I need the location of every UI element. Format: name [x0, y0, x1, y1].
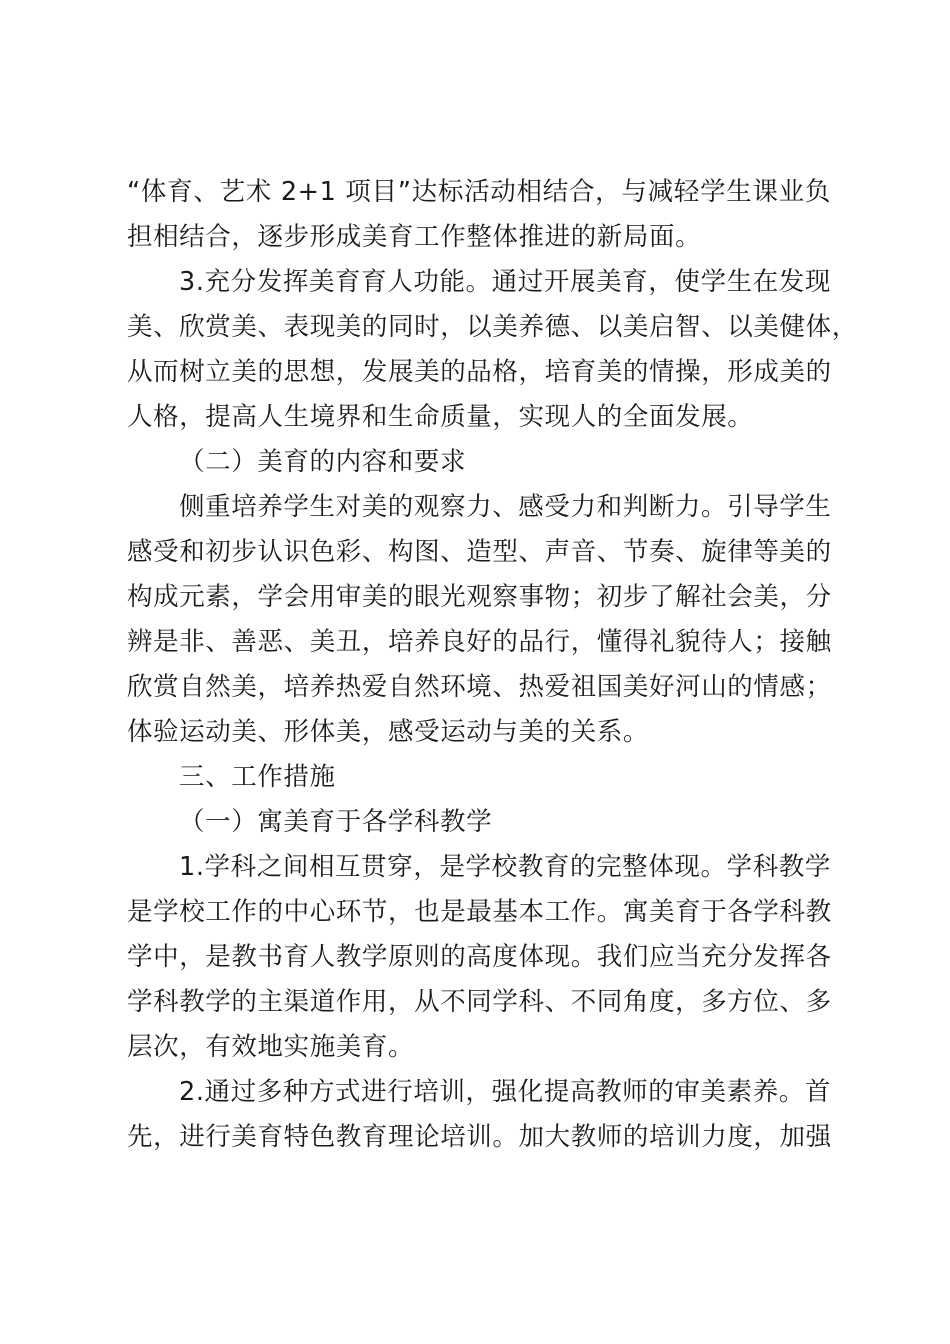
text-line: 侧重培养学生对美的观察力、感受力和判断力。引导学生: [179, 492, 832, 522]
section-heading: （二）美育的内容和要求: [179, 447, 467, 477]
text-line: 学科教学的主渠道作用，从不同学科、不同角度，多方位、多: [127, 987, 832, 1017]
section-heading: 三、工作措施: [179, 762, 336, 792]
text-line: 2.通过多种方式进行培训，强化提高教师的审美素养。首: [179, 1077, 831, 1107]
text-line: 从而树立美的思想，发展美的品格，培育美的情操，形成美的: [127, 357, 832, 387]
document-body: [127, 170, 858, 1160]
text-line: 1.学科之间相互贯穿，是学校教育的完整体现。学科教学: [179, 852, 831, 882]
text-line: 学中，是教书育人教学原则的高度体现。我们应当充分发挥各: [127, 942, 832, 972]
text-line: 感受和初步认识色彩、构图、造型、声音、节奏、旋律等美的: [127, 537, 832, 567]
text-line: 担相结合，逐步形成美育工作整体推进的新局面。: [127, 222, 702, 252]
text-line: 辨是非、善恶、美丑，培养良好的品行，懂得礼貌待人；接触: [127, 627, 832, 657]
text-line: 人格，提高人生境界和生命质量，实现人的全面发展。: [127, 402, 754, 432]
subsection-heading: （一）寓美育于各学科教学: [179, 807, 493, 837]
text-line: 构成元素，学会用审美的眼光观察事物；初步了解社会美，分: [127, 582, 832, 612]
text-line: 美、欣赏美、表现美的同时，以美养德、以美启智、以美健体，: [127, 312, 858, 342]
text-line: 体验运动美、形体美，感受运动与美的关系。: [127, 717, 650, 747]
text-line: 层次，有效地实施美育。: [127, 1032, 415, 1062]
text-line: 先，进行美育特色教育理论培训。加大教师的培训力度，加强: [127, 1122, 832, 1152]
text-line: 欣赏自然美，培养热爱自然环境、热爱祖国美好河山的情感；: [127, 672, 832, 702]
text-line: “体育、艺术 2+1 项目”达标活动相结合，与减轻学生课业负: [127, 177, 831, 207]
text-line: 3.充分发挥美育育人功能。通过开展美育，使学生在发现: [179, 267, 831, 297]
text-line: 是学校工作的中心环节，也是最基本工作。寓美育于各学科教: [127, 897, 832, 927]
